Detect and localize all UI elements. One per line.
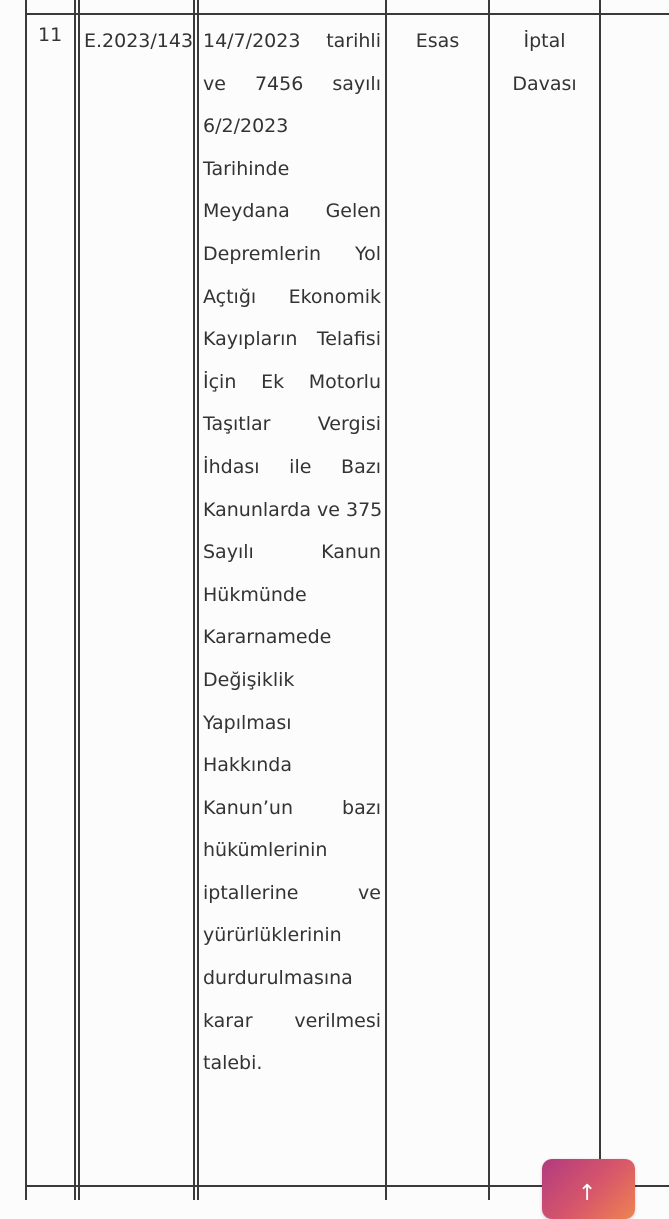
subject-line: ve 7456 sayılı (203, 72, 381, 95)
case-type-line: İptal (523, 30, 566, 52)
subject-line: Taşıtlar Vergisi (203, 413, 381, 436)
column-divider (488, 0, 490, 1200)
subject-line: İçin Ek Motorlu (203, 370, 381, 393)
subject-line: iptallerine ve (203, 881, 381, 904)
subject-line: Kanun’un bazı (203, 796, 381, 819)
case-stage: Esas (415, 30, 460, 52)
case-type-line: Davası (512, 72, 577, 95)
subject-line: 14/7/2023 tarihli (203, 30, 381, 52)
subject-line: 6/2/2023 (203, 115, 289, 138)
subject-line: Değişiklik (203, 668, 295, 691)
subject-line: Yapılması (203, 711, 292, 734)
subject-line: Depremlerin Yol (203, 242, 381, 265)
subject-line: Sayılı Kanun (203, 541, 381, 564)
column-divider (193, 0, 195, 1200)
subject-line: durdurulmasına (203, 967, 353, 990)
subject-line: İhdası ile Bazı (203, 455, 381, 478)
column-divider (599, 0, 601, 1200)
subject-line: talebi. (203, 1052, 263, 1075)
subject-line: yürürlüklerinin (203, 924, 342, 947)
subject-line: Tarihinde (203, 157, 290, 180)
file-number: E.2023/143 (84, 30, 194, 52)
case-type (490, 20, 599, 105)
scroll-to-top-button[interactable] (542, 1159, 635, 1219)
subject-line: Kanunlarda ve 375 (203, 498, 383, 521)
column-divider (78, 0, 80, 1200)
case-subject (203, 20, 381, 1085)
column-divider (74, 0, 76, 1200)
subject-line: Açtığı Ekonomik (203, 285, 381, 308)
subject-line: Meydana Gelen (203, 200, 381, 223)
column-divider (25, 0, 27, 1200)
arrow-up-icon: ↑ (578, 1181, 597, 1206)
subject-line: Kararnamede (203, 626, 332, 649)
subject-line: Hakkında (203, 754, 292, 777)
subject-line: hükümlerinin (203, 839, 328, 862)
column-divider (197, 0, 199, 1200)
column-divider (385, 0, 387, 1200)
table-top-border (26, 13, 669, 15)
subject-line: karar verilmesi (203, 1009, 381, 1032)
row-number: 11 (38, 24, 63, 46)
subject-line: Kayıpların Telafisi (203, 328, 381, 351)
subject-line: Hükmünde (203, 583, 307, 606)
